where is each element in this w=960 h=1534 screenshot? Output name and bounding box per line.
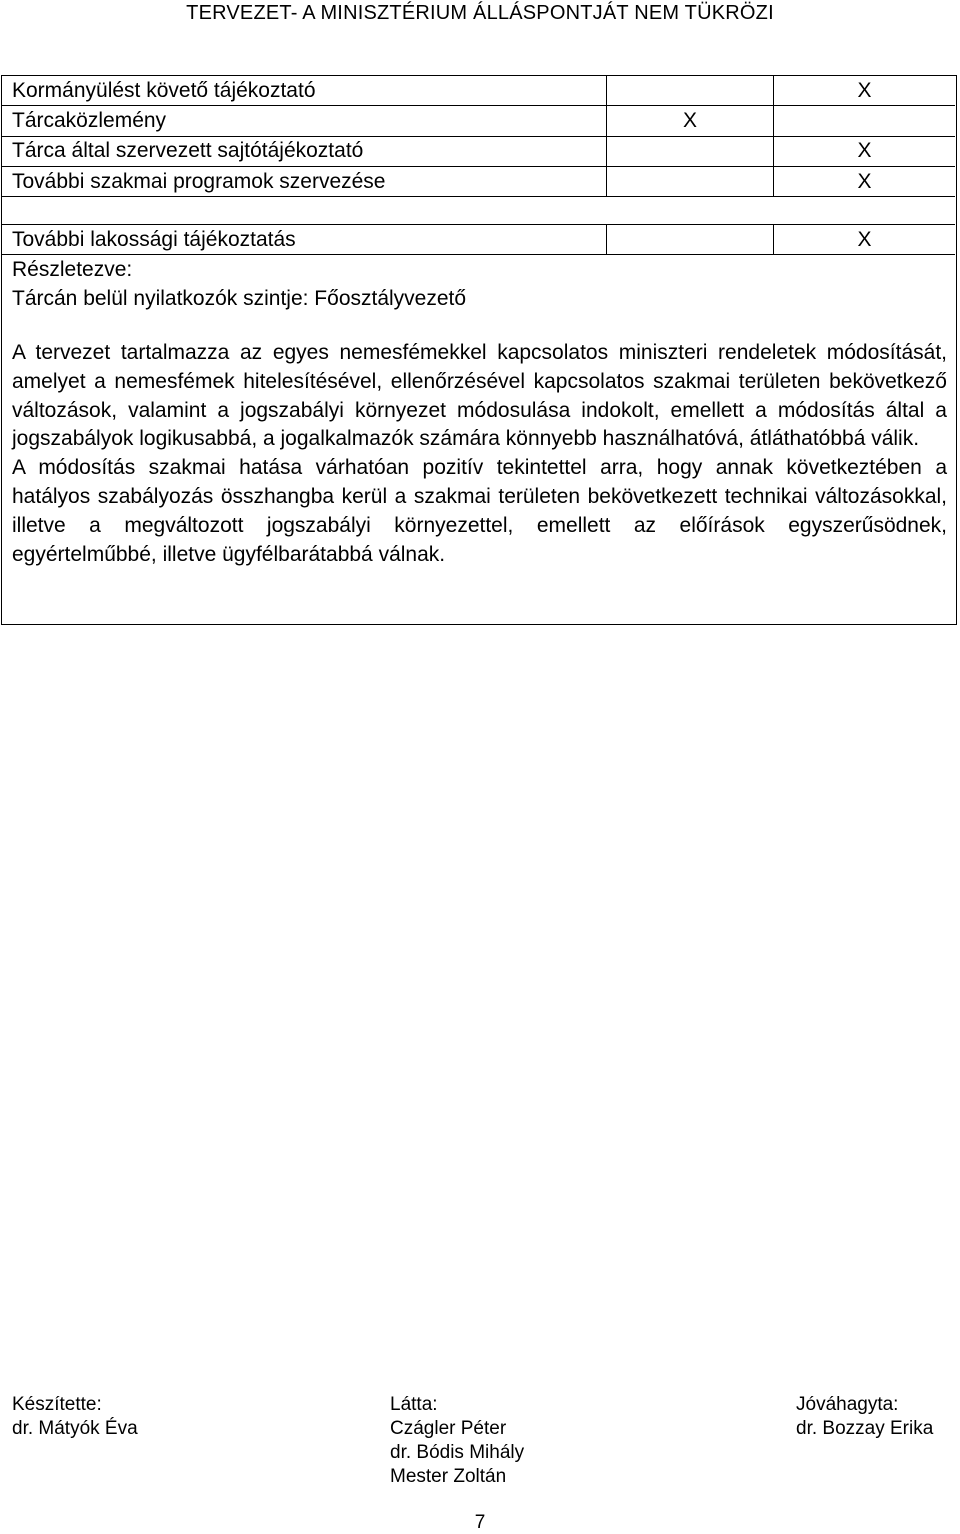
row-mark-col2 bbox=[607, 136, 774, 166]
page-header: TERVEZET- A MINISZTÉRIUM ÁLLÁSPONTJÁT NEM TÜKRÖZI bbox=[186, 2, 774, 24]
row-mark-col3: X bbox=[774, 76, 956, 106]
communication-table bbox=[2, 76, 955, 314]
row-mark-col2: X bbox=[607, 106, 774, 136]
prepared-label: Készítette: bbox=[12, 1394, 102, 1415]
communication-box bbox=[1, 75, 957, 625]
signature-block bbox=[12, 1393, 946, 1493]
row-label: További lakossági tájékoztatás bbox=[2, 225, 607, 255]
detail-value: Tárcán belül nyilatkozók szintje: Főosztályvezető bbox=[12, 287, 467, 311]
row-label: További szakmai programok szervezése bbox=[2, 166, 607, 196]
row-mark-col3: X bbox=[774, 225, 956, 255]
row-mark-col3: X bbox=[774, 136, 956, 166]
row-mark-col2 bbox=[607, 76, 774, 106]
table-row-empty bbox=[2, 197, 955, 225]
table-row bbox=[2, 225, 955, 255]
detail-label: Részletezve: bbox=[12, 258, 133, 282]
signature-seen bbox=[390, 1393, 524, 1489]
row-mark-col2 bbox=[607, 166, 774, 196]
empty-row-cell bbox=[2, 197, 955, 225]
signature-approved bbox=[796, 1393, 933, 1441]
prepared-name: dr. Mátyók Éva bbox=[12, 1418, 138, 1439]
page-number: 7 bbox=[474, 1512, 486, 1533]
row-label: Tárca által szervezett sajtótájékoztató bbox=[2, 136, 607, 166]
paragraph: A tervezet tartalmazza az egyes nemesfémekkel kapcsolatos miniszteri rendeletek módosítását, amelyet a nemesfémek hitelesítésével, ellenőrzésével kapcsolatos szakmai területen bekövetkező változások, valamint a jogszabályi környezet módosulása indokolt, emellett a módosítás által a jogszabályok logikusabbá, a jogalkalmazók számára könnyebb használhatóvá, átláthatóbbá válik. bbox=[12, 341, 947, 451]
seen-label: Látta: bbox=[390, 1394, 438, 1415]
seen-name: Mester Zoltán bbox=[390, 1466, 507, 1487]
table-row bbox=[2, 106, 955, 136]
impact-description bbox=[12, 339, 947, 569]
table-row-detail bbox=[2, 285, 955, 314]
table-row bbox=[2, 76, 955, 106]
paragraph: A módosítás szakmai hatása várhatóan pozitív tekintettel arra, hogy annak következtében a hatályos szabályozás összhangba kerül a szakmai területen bekövetkezett technikai változásokkal, illetve a megváltozott jogszabályi környezettel, emellett az előírások egyszerűsödnek, egyértelműbbé, illetve ügyfélbarátabbá válnak. bbox=[12, 456, 947, 566]
approved-label: Jóváhagyta: bbox=[796, 1394, 899, 1415]
approved-name: dr. Bozzay Erika bbox=[796, 1418, 934, 1439]
signature-prepared bbox=[12, 1393, 138, 1441]
row-label: Kormányülést követő tájékoztató bbox=[2, 76, 607, 106]
seen-name: Czágler Péter bbox=[390, 1418, 507, 1439]
table-row-detail bbox=[2, 255, 955, 285]
table-row bbox=[2, 166, 955, 196]
row-mark-col2 bbox=[607, 225, 774, 255]
seen-name: dr. Bódis Mihály bbox=[390, 1442, 525, 1463]
table-row bbox=[2, 136, 955, 166]
row-mark-col3 bbox=[774, 106, 956, 136]
row-label: Tárcaközlemény bbox=[2, 106, 607, 136]
row-mark-col3: X bbox=[774, 166, 956, 196]
